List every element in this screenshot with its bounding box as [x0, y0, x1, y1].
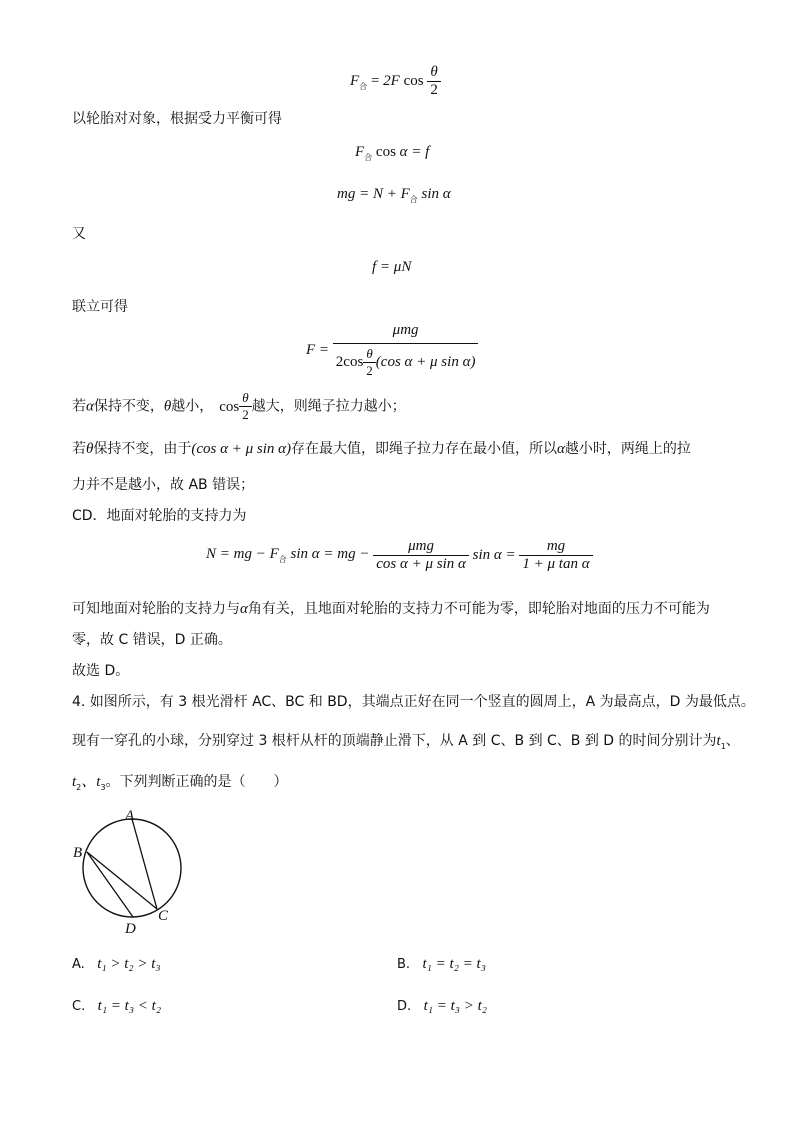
equation-friction: f = μN: [372, 259, 412, 275]
paragraph-support-alpha: 可知地面对轮胎的支持力与α角有关，且地面对轮胎的支持力不可能为零，即轮胎对地面的压力不可能为: [72, 601, 710, 617]
question-4-line-2: 现有一穿孔的小球，分别穿过 3 根杆从杆的顶端静止滑下，从 A 到 C、B 到 C、B 到 D 的时间分别计为$t_1$、: [72, 733, 740, 751]
option-c[interactable]: C. t₁ = t₃ < t₂: [72, 998, 162, 1014]
paragraph-conclusion-ab: 力并不是越小，故 AB 错误；: [72, 477, 255, 493]
paragraph-combine: 联立可得: [72, 299, 128, 315]
label-d: D: [125, 921, 136, 935]
label-c: C: [158, 908, 169, 924]
equation-rope-tension: F = μmg 2cos $\frac{\theta}{2}$ (cos α + μ sin α): [306, 322, 478, 379]
paragraph-answer: 故选 D。: [72, 663, 130, 679]
label-b: B: [73, 845, 83, 861]
question-4-line-1: 4. 如图所示，有 3 根光滑杆 AC、BC 和 BD，其端点正好在同一个竖直的圆周上，A 为最高点，D 为最低点。: [72, 694, 755, 710]
paragraph-also: 又: [72, 226, 86, 242]
rod-ac: [132, 819, 157, 909]
paragraph-theta-constant: 若θ保持不变，由于(cos α + μ sin α)存在最大值，即绳子拉力存在最小值，所以α越小时，两绳上的拉: [72, 441, 691, 457]
question-4-line-3: $t_2$、$t_3$。下列判断正确的是（ ）: [72, 774, 288, 792]
paragraph-balance: 以轮胎对对象，根据受力平衡可得: [72, 111, 282, 127]
paragraph-conclusion-cd: 零，故 C 错误，D 正确。: [72, 632, 232, 648]
equation-vertical-balance: mg = $N + F_合$ sin α: [337, 186, 451, 204]
equation-horizontal-balance: $F_合$ cos α = f: [355, 144, 430, 162]
paragraph-alpha-constant: 若α保持不变，θ越小， cos $\frac{\theta}{2}$ 越大，则绳子拉力越小；: [72, 390, 406, 422]
option-a[interactable]: A. t₁ > t₂ > t₃: [72, 956, 161, 972]
paragraph-cd-support: CD．地面对轮胎的支持力为: [72, 508, 247, 524]
option-d[interactable]: D. t₁ = t₃ > t₂: [397, 998, 488, 1014]
circle-rods-figure: [70, 805, 190, 935]
equation-resultant-force: $F_合 = 2F$ cos $\frac{\theta}{2}$: [350, 64, 441, 99]
equation-support-force: N = mg − $F_合$ sin α = mg − $\frac{\text{μmg}}{\text{cos α + μ sin α}}$ sin α = $\frac{mg}{\text{1 + μ tan α}}$: [206, 538, 593, 573]
option-b[interactable]: B. t₁ = t₂ = t₃: [397, 956, 486, 972]
label-a: A: [125, 808, 135, 824]
